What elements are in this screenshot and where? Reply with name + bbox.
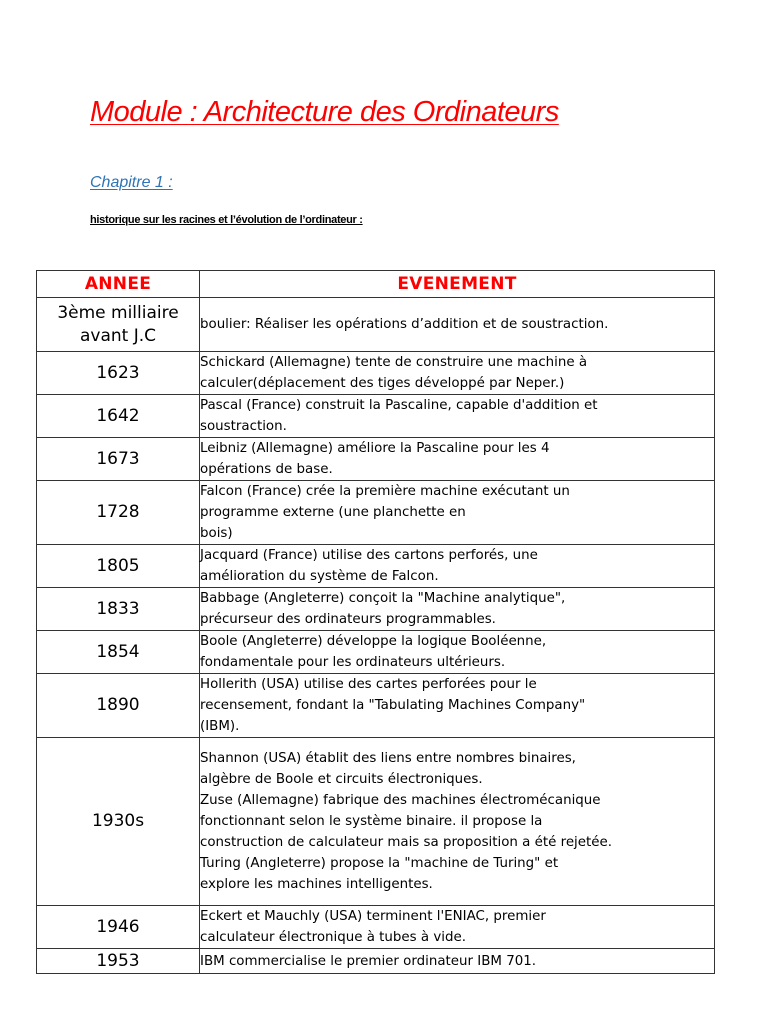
year-cell [37, 674, 200, 738]
year-text: 1673 [96, 448, 140, 469]
table-row [37, 352, 715, 395]
table-header-row [37, 271, 715, 298]
column-header-event: EVENEMENT [200, 271, 715, 298]
event-cell [200, 352, 715, 395]
year-text: 1805 [96, 555, 140, 576]
chapter-heading: Chapitre 1 : [90, 174, 173, 191]
event-text: Leibniz (Allemagne) améliore la Pascaline pour les 4 opérations de base. [200, 441, 550, 477]
event-cell [200, 545, 715, 588]
year-cell [37, 949, 200, 974]
event-cell [200, 438, 715, 481]
table-row [37, 906, 715, 949]
event-text: IBM commercialise le premier ordinateur IBM 701. [200, 953, 537, 969]
year-cell [37, 738, 200, 906]
year-cell [37, 438, 200, 481]
event-text: Boole (Angleterre) développe la logique Booléenne, fondamentale pour les ordinateurs ultérieurs. [200, 634, 547, 670]
year-cell [37, 631, 200, 674]
year-cell [37, 588, 200, 631]
year-cell [37, 906, 200, 949]
event-text: Shannon (USA) établit des liens entre nombres binaires, algèbre de Boole et circuits électroniques. Zuse (Allemagne) fabrique des machines électromécanique fonctionnant selon le système binaire. il propose la construction de calculateur mais sa proposition a été rejetée. Turing (Angleterre) propose la "machine de Turing" et explore les machines intelligentes. [200, 751, 613, 892]
event-cell [200, 738, 715, 906]
year-text: 3ème milliaire avant J.C [57, 302, 179, 346]
year-text: 1623 [96, 362, 140, 383]
year-cell [37, 395, 200, 438]
year-cell [37, 545, 200, 588]
event-cell [200, 631, 715, 674]
year-text: 1946 [96, 916, 140, 937]
event-cell [200, 906, 715, 949]
year-text: 1930s [91, 811, 145, 831]
event-cell [200, 395, 715, 438]
event-text: Pascal (France) construit la Pascaline, capable d'addition et soustraction. [200, 398, 598, 434]
year-cell [37, 298, 200, 352]
year-text: 1953 [96, 950, 140, 971]
history-table [36, 270, 715, 974]
year-cell [37, 352, 200, 395]
section-subtitle: historique sur les racines et l’évolution de l’ordinateur : [90, 214, 363, 226]
document-title: Module : Architecture des Ordinateurs [90, 96, 559, 128]
year-text: 1890 [96, 695, 140, 715]
event-text: Schickard (Allemagne) tente de construire une machine à calculer(déplacement des tiges développé par Neper.) [200, 355, 588, 391]
event-text: Jacquard (France) utilise des cartons perforés, une amélioration du système de Falcon. [200, 548, 538, 584]
event-cell [200, 674, 715, 738]
year-cell [37, 481, 200, 545]
event-text: Falcon (France) crée la première machine exécutant un programme externe (une planchette en bois) [200, 484, 570, 541]
table-row [37, 738, 715, 906]
year-text: 1728 [96, 502, 140, 522]
event-text: boulier: Réaliser les opérations d’addition et de soustraction. [200, 317, 609, 332]
year-text: 1833 [96, 598, 140, 619]
event-cell [200, 298, 715, 352]
table-row [37, 481, 715, 545]
event-cell [200, 481, 715, 545]
event-text: Hollerith (USA) utilise des cartes perforées pour le recensement, fondant la "Tabulating Machines Company" (IBM). [200, 677, 586, 734]
table-row [37, 438, 715, 481]
event-text: Eckert et Mauchly (USA) terminent l'ENIAC, premier calculateur électronique à tubes à vide. [200, 909, 546, 945]
event-cell [200, 588, 715, 631]
table-row [37, 298, 715, 352]
table-row [37, 395, 715, 438]
event-cell [200, 949, 715, 974]
column-header-year: ANNEE [37, 271, 200, 298]
table-row [37, 949, 715, 974]
table-row [37, 631, 715, 674]
table-row [37, 674, 715, 738]
year-text: 1642 [96, 405, 140, 426]
table-row [37, 588, 715, 631]
event-text: Babbage (Angleterre) conçoit la "Machine analytique", précurseur des ordinateurs programmables. [200, 591, 566, 627]
year-text: 1854 [96, 641, 140, 662]
table-row [37, 545, 715, 588]
